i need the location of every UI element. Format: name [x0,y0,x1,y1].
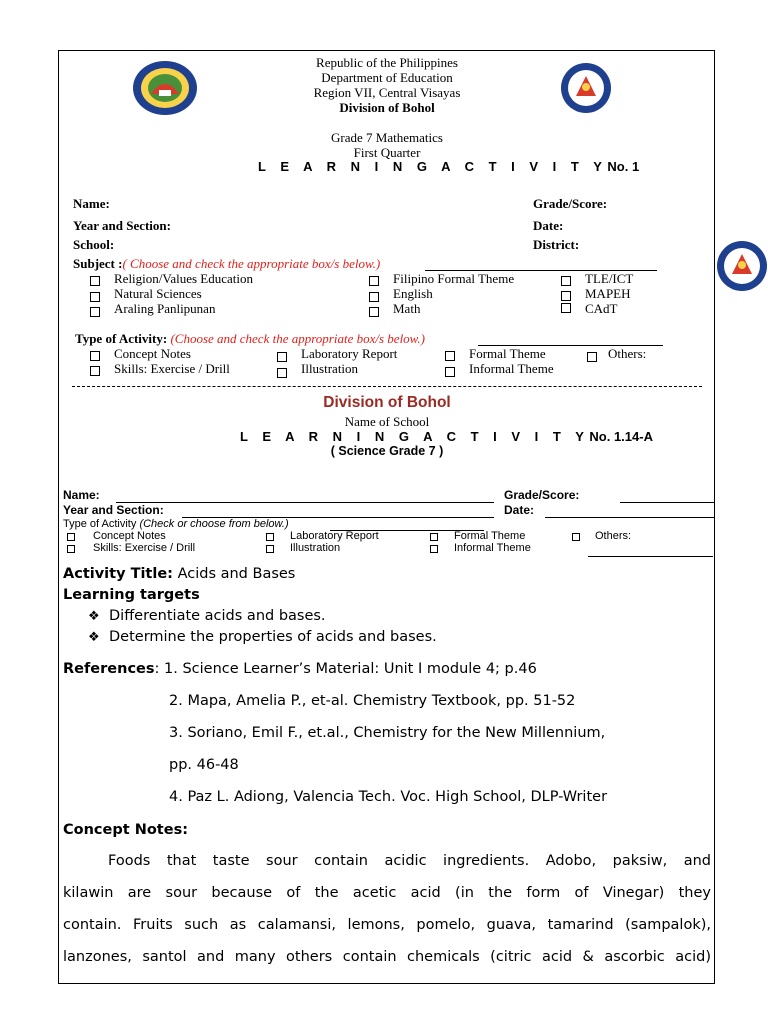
type-concept-notes: Concept Notes [114,346,191,361]
learning-target-1: Differentiate acids and bases. [109,608,326,624]
header-region: Region VII, Central Visayas [313,85,461,100]
checkbox-skills[interactable] [90,366,100,376]
header-quarter: First Quarter [353,145,421,160]
form1-subject-row: Subject :( Choose and check the appropriate box/s below.) [73,256,381,271]
subject-natural-sciences: Natural Sciences [114,286,202,301]
header-learning-activity: L E A R N I N G A C T I V I T YNo. 1 [258,159,640,174]
s2-checkbox-concept-notes[interactable] [67,533,75,541]
paragraph-line-3: contain. Fruits such as calamansi, lemons, pomelo, guava, tamarind (sampalok), [63,917,711,933]
reference-3: 3. Soriano, Emil F., et.al., Chemistry for the New Millennium, [169,725,606,741]
deped-seal-logo-margin [716,238,768,294]
s2-type-illustration: Illustration [290,542,341,554]
section2-year-label: Year and Section: [63,503,164,517]
section2-name-label: Name: [63,488,100,502]
type-skills: Skills: Exercise / Drill [114,361,230,376]
section2-school-name: Name of School [344,414,430,429]
form1-school-label: School: [73,237,115,252]
s2-type-others: Others: [595,530,632,542]
subject-english: English [393,286,433,301]
section2-grade-line[interactable] [620,502,715,503]
s2-checkbox-informal-theme[interactable] [430,545,438,553]
checkbox-others[interactable] [587,352,597,362]
section2-science: ( Science Grade 7 ) [330,444,444,458]
checkbox-informal-theme[interactable] [445,367,455,377]
checkbox-tle[interactable] [561,276,571,286]
type-others: Others: [608,346,647,361]
division-logo [131,60,199,116]
s2-checkbox-lab-report[interactable] [266,533,274,541]
checkbox-religion[interactable] [90,276,100,286]
subject-cadt: CAdT [585,301,618,316]
s2-checkbox-skills[interactable] [67,545,75,553]
paragraph-line-2: kilawin are sour because of the acetic acid (in the form of Vinegar) they [63,885,711,901]
section2-type-row: Type of Activity (Check or choose from below.) [63,518,289,530]
concept-notes-label: Concept Notes: [63,822,189,838]
subject-araling: Araling Panlipunan [114,301,216,316]
subject-filipino: Filipino Formal Theme [393,271,515,286]
learning-targets-label: Learning targets [63,587,200,603]
s2-others-line[interactable] [588,556,713,557]
deped-seal-logo [560,60,612,116]
paragraph-line-1: Foods that taste sour contain acidic ingredients. Adobo, paksiw, and [108,853,711,869]
subject-math: Math [393,301,421,316]
checkbox-cadt[interactable] [561,303,571,313]
checkbox-filipino[interactable] [369,276,379,286]
s2-type-formal-theme: Formal Theme [454,530,526,542]
section2-learning-activity: L E A R N I N G A C T I V I T YNo. 1.14-A [240,429,653,444]
s2-type-informal-theme: Informal Theme [454,542,531,554]
form1-date-label: Date: [533,218,564,233]
section-divider [72,386,702,387]
type-illustration: Illustration [301,361,359,376]
bullet-icon: ❖ [88,609,100,624]
activity-title: Activity Title: Acids and Bases [63,566,296,582]
checkbox-natural-sciences[interactable] [90,292,100,302]
s2-type-concept-notes: Concept Notes [93,530,166,542]
form1-district-label: District: [533,237,580,252]
subject-mapeh: MAPEH [585,286,631,301]
learning-target-2: Determine the properties of acids and bases. [109,629,437,645]
type-lab-report: Laboratory Report [301,346,398,361]
checkbox-araling[interactable] [90,307,100,317]
s2-checkbox-illustration[interactable] [266,545,274,553]
checkbox-mapeh[interactable] [561,291,571,301]
section2-name-line[interactable] [116,502,494,503]
header-division: Division of Bohol [339,100,435,115]
reference-4: 4. Paz L. Adiong, Valencia Tech. Voc. High School, DLP-Writer [169,789,608,805]
header-department: Department of Education [321,70,453,85]
checkbox-illustration[interactable] [277,368,287,378]
reference-3-pages: pp. 46-48 [169,757,239,773]
section2-division: Division of Bohol [323,394,451,411]
header-republic: Republic of the Philippines [316,55,458,70]
form1-name-label: Name: [73,196,110,211]
subject-religion: Religion/Values Education [114,271,254,286]
section2-date-line[interactable] [545,517,715,518]
s2-type-skills: Skills: Exercise / Drill [93,542,196,554]
form1-type-row: Type of Activity: (Choose and check the appropriate box/s below.) [75,331,425,346]
type-formal-theme: Formal Theme [469,346,546,361]
section2-date-label: Date: [504,503,535,517]
type-informal-theme: Informal Theme [469,361,554,376]
header-grade: Grade 7 Mathematics [331,130,443,145]
checkbox-math[interactable] [369,307,379,317]
reference-2: 2. Mapa, Amelia P., et-al. Chemistry Textbook, pp. 51-52 [169,693,576,709]
bullet-icon: ❖ [88,630,100,645]
s2-checkbox-formal-theme[interactable] [430,533,438,541]
checkbox-concept-notes[interactable] [90,351,100,361]
checkbox-english[interactable] [369,292,379,302]
checkbox-formal-theme[interactable] [445,351,455,361]
checkbox-lab-report[interactable] [277,352,287,362]
form1-grade-label: Grade/Score: [533,196,608,211]
s2-type-lab-report: Laboratory Report [290,530,379,542]
reference-1: References: 1. Science Learner’s Material: Unit I module 4; p.46 [63,661,537,677]
paragraph-line-4: lanzones, santol and many others contain chemicals (citric acid & ascorbic acid) [63,949,711,965]
form1-year-section-label: Year and Section: [73,218,171,233]
s2-checkbox-others[interactable] [572,533,580,541]
subject-tle: TLE/ICT [585,271,634,286]
section2-grade-label: Grade/Score: [504,488,580,502]
